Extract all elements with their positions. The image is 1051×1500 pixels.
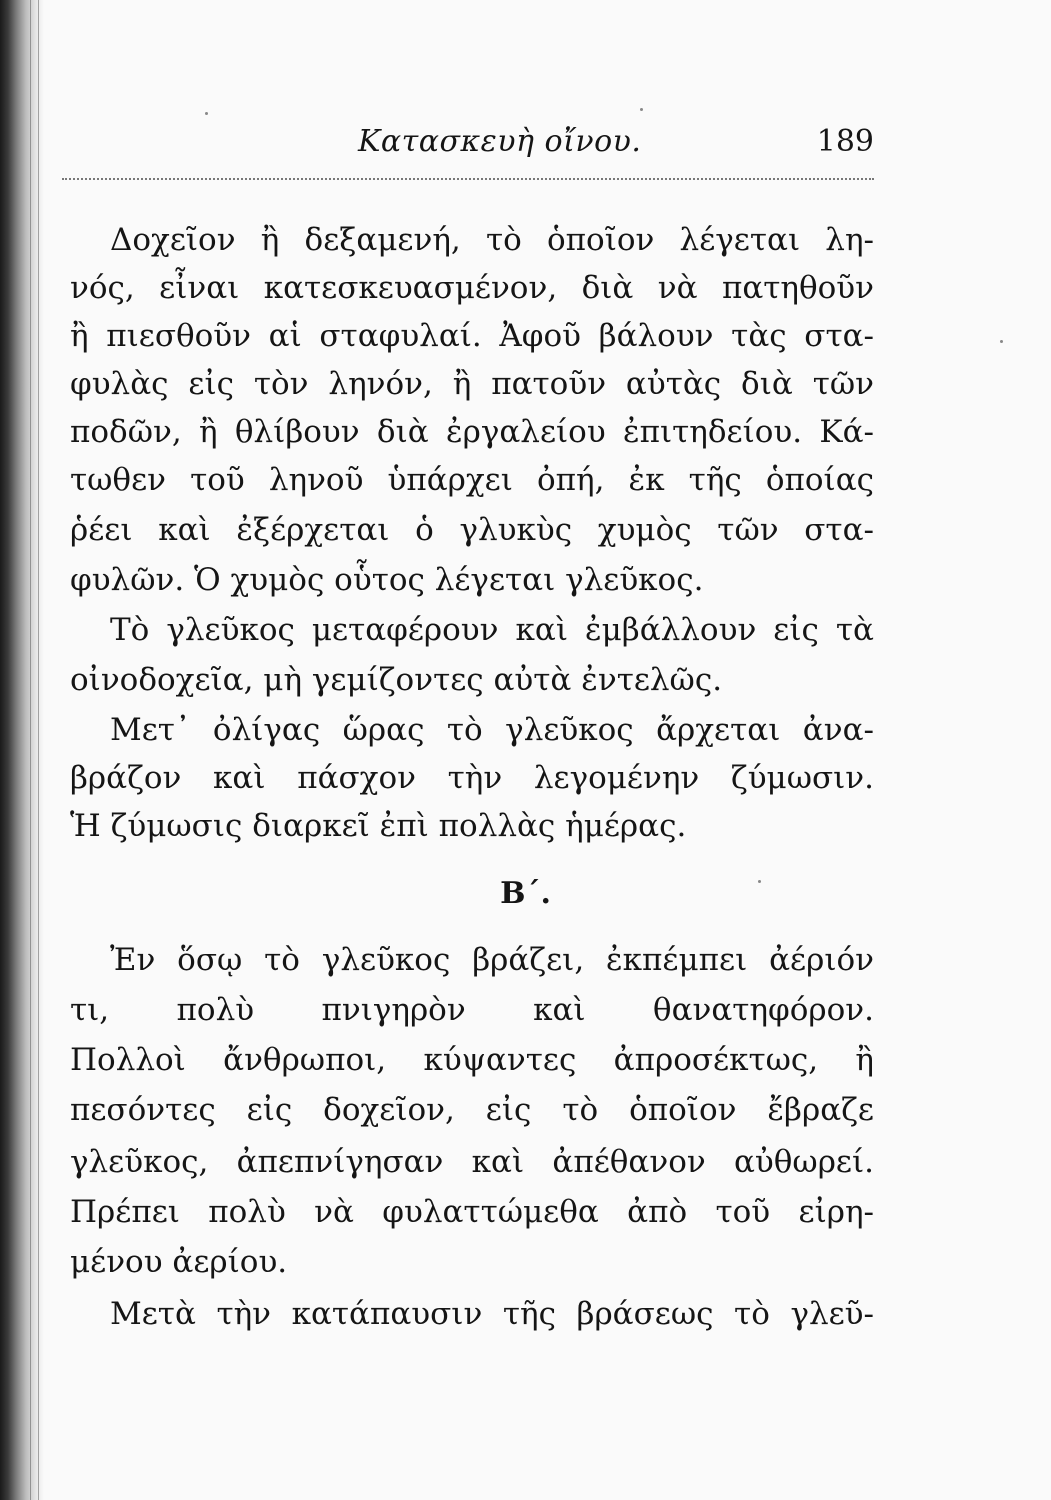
text-line: Ἡ ζύμωσις διαρκεῖ ἐπὶ πολλὰς ἡμέρας.	[70, 808, 687, 844]
scan-speck	[640, 108, 643, 111]
text-line: Δοχεῖον ἢ δεξαμενή, τὸ ὁποῖον λέγεται λη-	[110, 222, 874, 258]
binding-line	[30, 0, 31, 1500]
text-line: Τὸ γλεῦκος μεταφέρουν καὶ ἐμβάλλουν εἰς τὰ	[110, 612, 874, 648]
page-number: 189	[816, 124, 874, 159]
header-rule	[62, 178, 874, 180]
text-line: πεσόντες εἰς δοχεῖον, εἰς τὸ ὁποῖον ἔβραζε	[70, 1092, 874, 1128]
text-line: ποδῶν, ἢ θλίβουν διὰ ἐργαλείου ἐπιτηδείου. Κά-	[70, 414, 874, 450]
text-line: μένου ἀερίου.	[70, 1244, 288, 1280]
running-head: Κατασκευὴ οἴνου.	[358, 124, 642, 159]
text-line: τι, πολὺ πνιγηρὸν καὶ θανατηφόρον.	[70, 992, 874, 1028]
text-line: Μετὰ τὴν κατάπαυσιν τῆς βράσεως τὸ γλεῦ-	[110, 1296, 874, 1332]
text-line: οἰνοδοχεῖα, μὴ γεμίζοντες αὐτὰ ἐντελῶς.	[70, 662, 723, 698]
binding-line	[38, 0, 39, 1500]
text-line: φυλὰς εἰς τὸν ληνόν, ἢ πατοῦν αὐτὰς διὰ τῶν	[70, 366, 874, 402]
text-line: τωθεν τοῦ ληνοῦ ὑπάρχει ὀπή, ἐκ τῆς ὁποίας	[70, 462, 874, 498]
text-line: Ἐν ὅσῳ τὸ γλεῦκος βράζει, ἐκπέμπει ἀέριόν	[110, 942, 874, 978]
text-line: βράζον καὶ πάσχον τὴν λεγομένην ζύμωσιν.	[70, 760, 874, 796]
text-line: Μετ᾽ ὀλίγας ὥρας τὸ γλεῦκος ἄρχεται ἀνα-	[110, 712, 874, 748]
scan-speck	[758, 880, 761, 883]
page-header	[78, 124, 874, 168]
scan-speck	[1000, 340, 1003, 343]
section-marker: Β΄.	[500, 876, 551, 911]
text-line: ῥέει καὶ ἐξέρχεται ὁ γλυκὺς χυμὸς τῶν στα-	[70, 512, 874, 548]
text-line: φυλῶν. Ὁ χυμὸς οὗτος λέγεται γλεῦκος.	[70, 562, 704, 598]
text-line: Πρέπει πολὺ νὰ φυλαττώμεθα ἀπὸ τοῦ εἰρη-	[70, 1194, 874, 1230]
text-line: νός, εἶναι κατεσκευασμένον, διὰ νὰ πατηθοῦν	[70, 270, 874, 306]
text-line: γλεῦκος, ἀπεπνίγησαν καὶ ἀπέθανον αὐθωρεί.	[70, 1144, 874, 1180]
text-line: Πολλοὶ ἄνθρωποι, κύψαντες ἀπροσέκτως, ἢ	[70, 1042, 874, 1078]
scan-speck	[205, 112, 208, 115]
text-line: ἢ πιεσθοῦν αἱ σταφυλαί. Ἀφοῦ βάλουν τὰς στα-	[70, 318, 874, 354]
